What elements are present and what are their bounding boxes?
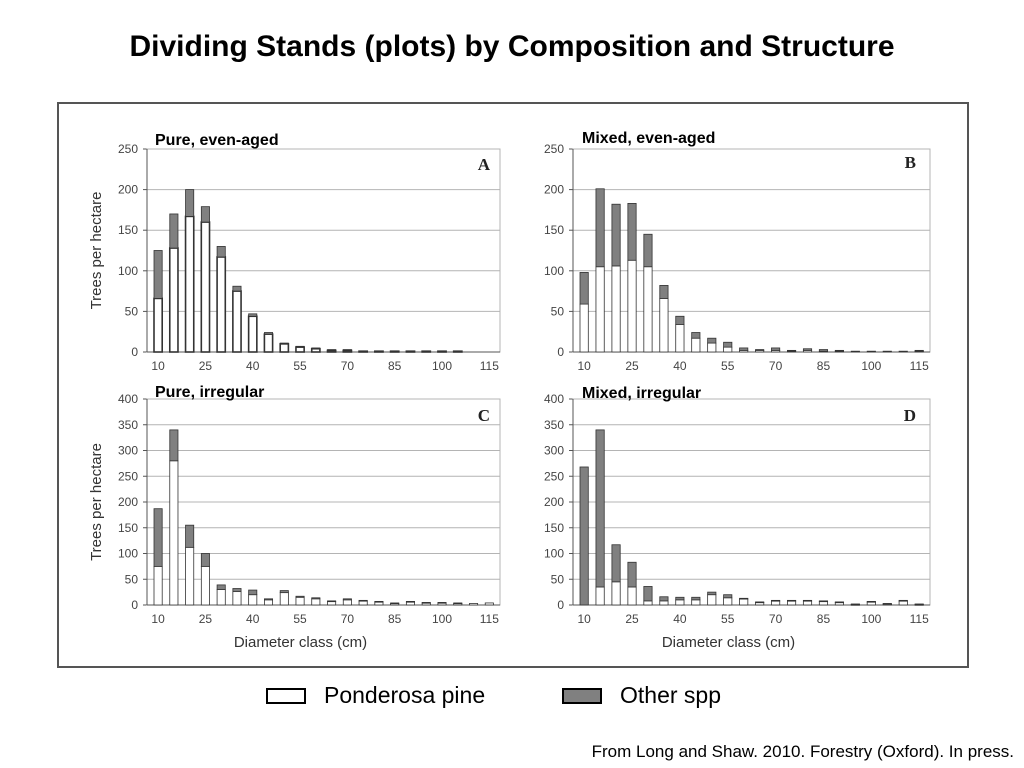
panel-c-x-tick-label: 115	[479, 612, 499, 626]
panel-b-bar-other-spp-25	[628, 203, 636, 260]
panel-d-bar-other-spp-70	[771, 600, 779, 601]
panel-c-bar-other-spp-55	[296, 596, 304, 597]
panel-c-bar-other-spp-75	[359, 600, 367, 601]
panel-b-x-tick-label: 10	[577, 359, 591, 373]
legend-label-ponderosa-pine: Ponderosa pine	[324, 682, 486, 708]
panel-c-y-tick-label: 300	[117, 443, 138, 458]
panel-b-x-tick-label: 100	[861, 359, 882, 373]
panel-d-bar-other-spp-30	[644, 586, 652, 600]
panel-c-bar-ponderosa-pine-45	[264, 600, 272, 605]
panel-d-y-tick-label: 0	[557, 598, 564, 612]
panel-a-x-tick-label: 55	[293, 359, 307, 373]
panel-a-y-tick-label: 150	[117, 223, 138, 238]
panel-d-y-tick-label: 400	[543, 392, 564, 406]
panel-a-bar-ponderosa-pine-20	[186, 216, 194, 352]
panel-a-y-tick-label: 100	[117, 263, 138, 278]
panel-c-bar-other-spp-20	[186, 525, 194, 547]
panel-d-x-tick-label: 40	[673, 612, 687, 626]
legend-swatch-ponderosa-pine	[266, 688, 306, 704]
panel-b-bar-other-spp-80	[803, 349, 811, 351]
panel-b-bar-other-spp-15	[596, 189, 604, 267]
panel-c-bar-other-spp-95	[422, 602, 430, 603]
panel-b-title: Mixed, even-aged	[582, 130, 716, 147]
panel-c-letter: C	[477, 406, 490, 425]
panel-d-bar-other-spp-35	[660, 597, 668, 601]
panel-d-bar-other-spp-45	[692, 597, 700, 600]
panel-c-y-tick-label: 350	[117, 417, 138, 432]
panel-a-bar-other-spp-50	[280, 343, 288, 344]
panel-a-bar-ponderosa-pine-35	[233, 291, 241, 352]
panel-c-y-tick-label: 0	[131, 598, 138, 612]
panel-d-bar-ponderosa-pine-25	[628, 587, 636, 605]
panel-b-bar-other-spp-30	[644, 234, 652, 266]
panel-d-bar-ponderosa-pine-20	[612, 582, 620, 605]
panel-a-title: Pure, even-aged	[155, 132, 279, 149]
panel-c-bar-ponderosa-pine-110	[469, 603, 477, 605]
panel-a-x-tick-label: 10	[151, 359, 165, 373]
panel-d-bar-other-spp-100	[867, 601, 875, 602]
panel-d-bar-other-spp-25	[628, 562, 636, 587]
panel-c-x-tick-label: 70	[340, 612, 355, 626]
panel-a-bar-ponderosa-pine-50	[280, 344, 288, 352]
panel-a-bar-ponderosa-pine-85	[391, 351, 399, 352]
panel-c-bar-other-spp-100	[438, 602, 446, 603]
panel-c-bar-other-spp-50	[280, 591, 288, 593]
panel-b-bar-other-spp-95	[851, 351, 859, 352]
panel-a-bar-other-spp-30	[217, 246, 225, 257]
panel-b-bar-ponderosa-pine-15	[596, 267, 604, 352]
panel-a-y-tick-label: 50	[124, 304, 138, 319]
panel-d-y-tick-label: 250	[543, 469, 564, 484]
panel-c-bar-other-spp-25	[201, 554, 209, 567]
panel-d-x-tick-label: 115	[909, 612, 929, 626]
panel-a-bar-ponderosa-pine-40	[249, 316, 257, 352]
panel-b-bar-other-spp-110	[899, 351, 907, 352]
panel-c-bar-ponderosa-pine-20	[186, 547, 194, 605]
panel-b-y-tick-label: 150	[543, 223, 564, 238]
panel-c-x-tick-label: 25	[198, 612, 213, 626]
panel-b-bar-ponderosa-pine-20	[612, 266, 620, 352]
panel-d-y-tick-label: 200	[543, 495, 564, 509]
panel-b-letter: B	[904, 153, 916, 172]
panel-a-bar-ponderosa-pine-25	[201, 222, 209, 352]
panel-d-x-tick-label: 85	[816, 612, 831, 626]
panel-d-bar-other-spp-75	[787, 600, 795, 601]
panel-d-bar-ponderosa-pine-55	[724, 598, 732, 605]
panel-d-bar-other-spp-95	[851, 604, 859, 605]
panel-a-bar-other-spp-40	[249, 314, 257, 316]
panel-b-bar-other-spp-55	[724, 342, 732, 347]
panel-c-bar-ponderosa-pine-15	[170, 461, 178, 605]
panel-a-bar-other-spp-65	[328, 350, 336, 351]
panel-b-bar-other-spp-70	[771, 348, 779, 350]
panel-b-y-tick-label: 100	[543, 263, 564, 278]
panel-d-letter: D	[903, 406, 916, 425]
panel-b-bar-other-spp-40	[676, 316, 684, 324]
panel-b-bar-other-spp-45	[692, 333, 700, 339]
panel-c-bar-other-spp-45	[264, 599, 272, 600]
panel-b-bar-other-spp-100	[867, 351, 875, 352]
panel-c-bar-other-spp-80	[375, 601, 383, 602]
panel-a-x-tick-label: 115	[479, 359, 499, 373]
panel-c-y-tick-label: 200	[117, 495, 138, 509]
legend-label-other-spp: Other spp	[620, 682, 721, 708]
panel-c-bar-ponderosa-pine-10	[154, 566, 162, 605]
panel-d-bar-other-spp-90	[835, 602, 843, 603]
panel-a-x-tick-label: 85	[388, 359, 402, 373]
panel-d-bar-other-spp-85	[819, 601, 827, 602]
panel-c-bar-other-spp-60	[312, 598, 320, 599]
panel-d-bar-ponderosa-pine-50	[708, 595, 716, 605]
panel-b-x-tick-label: 55	[721, 359, 735, 373]
slide-title: Dividing Stands (plots) by Composition and Structure	[129, 30, 895, 63]
panel-a-x-tick-label: 70	[340, 359, 355, 373]
panel-b-bar-other-spp-115	[915, 350, 923, 351]
panel-b-bar-other-spp-90	[835, 350, 843, 351]
panel-d-bar-other-spp-105	[883, 603, 891, 604]
panel-a-bar-ponderosa-pine-105	[454, 351, 462, 352]
panel-c-bar-ponderosa-pine-50	[280, 593, 288, 605]
panel-c-bar-ponderosa-pine-55	[296, 597, 304, 605]
panel-a-y-tick-label: 200	[117, 182, 138, 197]
panel-d-bar-other-spp-110	[899, 600, 907, 601]
panel-d-bar-ponderosa-pine-30	[644, 601, 652, 605]
panel-c-x-tick-label: 55	[293, 612, 307, 626]
panel-d-bar-other-spp-20	[612, 545, 620, 582]
panel-a-bar-other-spp-35	[233, 286, 241, 291]
panel-d-bar-ponderosa-pine-15	[596, 587, 604, 605]
panel-a-bar-ponderosa-pine-75	[359, 351, 367, 352]
panel-b-y-tick-label: 50	[550, 304, 564, 319]
panel-c-bar-ponderosa-pine-115	[485, 603, 493, 605]
panel-a-bar-other-spp-55	[296, 346, 304, 347]
panel-b-bar-other-spp-50	[708, 338, 716, 343]
panel-b-bar-ponderosa-pine-50	[708, 343, 716, 352]
panel-b-bar-other-spp-10	[580, 272, 588, 304]
panel-c-y-tick-label: 50	[124, 572, 138, 587]
panel-c-bar-other-spp-15	[170, 430, 178, 461]
panel-d-x-tick-label: 10	[577, 612, 591, 626]
panel-c-x-tick-label: 10	[151, 612, 165, 626]
panel-b-bar-other-spp-85	[819, 350, 827, 352]
panel-d-x-tick-label: 70	[768, 612, 783, 626]
panel-c-bar-ponderosa-pine-25	[201, 566, 209, 605]
panel-b-bar-other-spp-65	[756, 350, 764, 351]
panel-b-x-tick-label: 85	[816, 359, 831, 373]
panel-a-bar-ponderosa-pine-60	[312, 349, 320, 352]
panel-c-x-tick-label: 40	[246, 612, 260, 626]
panel-c-bar-ponderosa-pine-60	[312, 599, 320, 605]
panel-d-bar-ponderosa-pine-40	[676, 600, 684, 605]
panel-a-bar-ponderosa-pine-80	[375, 351, 383, 352]
panel-c-bar-other-spp-85	[391, 603, 399, 604]
panel-d-bar-other-spp-50	[708, 592, 716, 595]
panel-d-bar-ponderosa-pine-45	[692, 600, 700, 605]
panel-d-bar-ponderosa-pine-60	[740, 599, 748, 605]
panel-c-bar-other-spp-70	[343, 599, 351, 600]
panel-b-bar-other-spp-105	[883, 351, 891, 352]
panel-d-y-tick-label: 50	[550, 572, 564, 587]
panel-d-x-tick-label: 25	[625, 612, 639, 626]
panel-a-letter: A	[477, 155, 490, 174]
panel-a-bar-ponderosa-pine-30	[217, 257, 225, 352]
panel-a-bar-ponderosa-pine-55	[296, 347, 304, 352]
panel-c-y-axis-label: Trees per hectare	[88, 443, 105, 561]
panel-d-x-axis-label: Diameter class (cm)	[661, 634, 796, 651]
panel-c-x-tick-label: 85	[388, 612, 402, 626]
panel-a-bar-ponderosa-pine-15	[170, 248, 178, 352]
panel-c-bar-other-spp-10	[154, 509, 162, 567]
panel-a-plot-area	[147, 149, 500, 352]
panel-c-title: Pure, irregular	[155, 384, 265, 401]
panel-b-bar-ponderosa-pine-40	[676, 324, 684, 352]
panel-c-bar-other-spp-105	[454, 603, 462, 604]
panel-c-x-axis-label: Diameter class (cm)	[233, 634, 368, 651]
panel-a-bar-ponderosa-pine-45	[264, 334, 272, 352]
panel-b-bar-ponderosa-pine-45	[692, 338, 700, 352]
panel-b-bar-other-spp-75	[787, 350, 795, 351]
panel-d-bar-other-spp-60	[740, 598, 748, 599]
legend-swatch-other-spp	[562, 688, 602, 704]
panel-c-bar-other-spp-90	[406, 601, 414, 602]
panel-a-y-tick-label: 0	[131, 345, 138, 359]
panel-c-y-tick-label: 250	[117, 469, 138, 484]
panel-a-bar-other-spp-10	[154, 251, 162, 299]
panel-a-bar-ponderosa-pine-90	[406, 351, 414, 352]
panel-a-bar-other-spp-45	[264, 333, 272, 335]
panel-b-y-tick-label: 200	[543, 182, 564, 197]
panel-c-y-tick-label: 150	[117, 520, 138, 535]
panel-d-bar-ponderosa-pine-35	[660, 601, 668, 605]
panel-d-bar-other-spp-15	[596, 430, 604, 587]
panel-b-x-tick-label: 115	[909, 359, 929, 373]
panel-d-y-tick-label: 300	[543, 443, 564, 458]
panel-b-bar-other-spp-20	[612, 204, 620, 266]
panel-a-x-tick-label: 25	[198, 359, 213, 373]
panel-a-x-tick-label: 40	[246, 359, 260, 373]
panel-c-bar-ponderosa-pine-35	[233, 592, 241, 605]
panel-d-bar-other-spp-65	[756, 602, 764, 603]
panel-c-bar-ponderosa-pine-70	[343, 600, 351, 605]
panel-a-y-axis-label: Trees per hectare	[88, 191, 105, 310]
panel-d-bar-other-spp-55	[724, 595, 732, 598]
panel-b-x-tick-label: 40	[673, 359, 687, 373]
panel-a-bar-ponderosa-pine-100	[438, 351, 446, 352]
panel-d-y-tick-label: 350	[543, 417, 564, 432]
panel-b-bar-ponderosa-pine-10	[580, 304, 588, 352]
panel-b-y-tick-label: 0	[557, 345, 564, 359]
panel-b-bar-ponderosa-pine-35	[660, 298, 668, 352]
citation: From Long and Shaw. 2010. Forestry (Oxford). In press.	[591, 742, 1014, 761]
panel-a-bar-other-spp-70	[343, 350, 351, 351]
panel-b-bar-other-spp-35	[660, 285, 668, 298]
panel-c-bar-other-spp-40	[249, 590, 257, 595]
panel-b-bar-ponderosa-pine-25	[628, 260, 636, 352]
panel-b-bar-ponderosa-pine-30	[644, 267, 652, 352]
panel-b-bar-ponderosa-pine-55	[724, 347, 732, 352]
panel-d-x-tick-label: 55	[721, 612, 735, 626]
panel-b-plot-area	[573, 149, 930, 352]
panel-a-x-tick-label: 100	[431, 359, 453, 373]
panel-d-x-tick-label: 100	[861, 612, 882, 626]
panel-d-y-tick-label: 100	[543, 546, 564, 561]
panel-c-bar-ponderosa-pine-40	[249, 595, 257, 605]
panel-d-bar-other-spp-40	[676, 597, 684, 600]
panel-b-bar-other-spp-60	[740, 348, 748, 350]
panel-d-bar-other-spp-10	[580, 467, 588, 605]
panel-c-y-tick-label: 400	[117, 392, 138, 406]
panel-c-x-tick-label: 100	[431, 612, 453, 626]
panel-d-bar-other-spp-115	[915, 604, 923, 605]
panel-a-bar-other-spp-25	[201, 207, 209, 222]
panel-c-bar-ponderosa-pine-30	[217, 590, 225, 605]
panel-c-bar-other-spp-30	[217, 585, 225, 590]
panel-c-y-tick-label: 100	[117, 546, 138, 561]
panel-c-bar-other-spp-65	[328, 601, 336, 602]
panel-a-bar-other-spp-60	[312, 348, 320, 349]
panel-c-bar-other-spp-35	[233, 589, 241, 592]
panel-b-x-tick-label: 25	[625, 359, 639, 373]
panel-a-y-tick-label: 250	[117, 142, 138, 156]
panel-a-bar-other-spp-20	[186, 190, 194, 217]
panel-a-bar-other-spp-15	[170, 214, 178, 248]
panel-a-bar-ponderosa-pine-10	[154, 298, 162, 352]
panel-b-x-tick-label: 70	[768, 359, 783, 373]
panel-d-bar-other-spp-80	[803, 600, 811, 601]
panel-b-y-tick-label: 250	[543, 142, 564, 156]
panel-a-bar-ponderosa-pine-95	[422, 351, 430, 352]
panel-d-title: Mixed, irregular	[582, 385, 702, 402]
panel-d-y-tick-label: 150	[543, 520, 564, 535]
